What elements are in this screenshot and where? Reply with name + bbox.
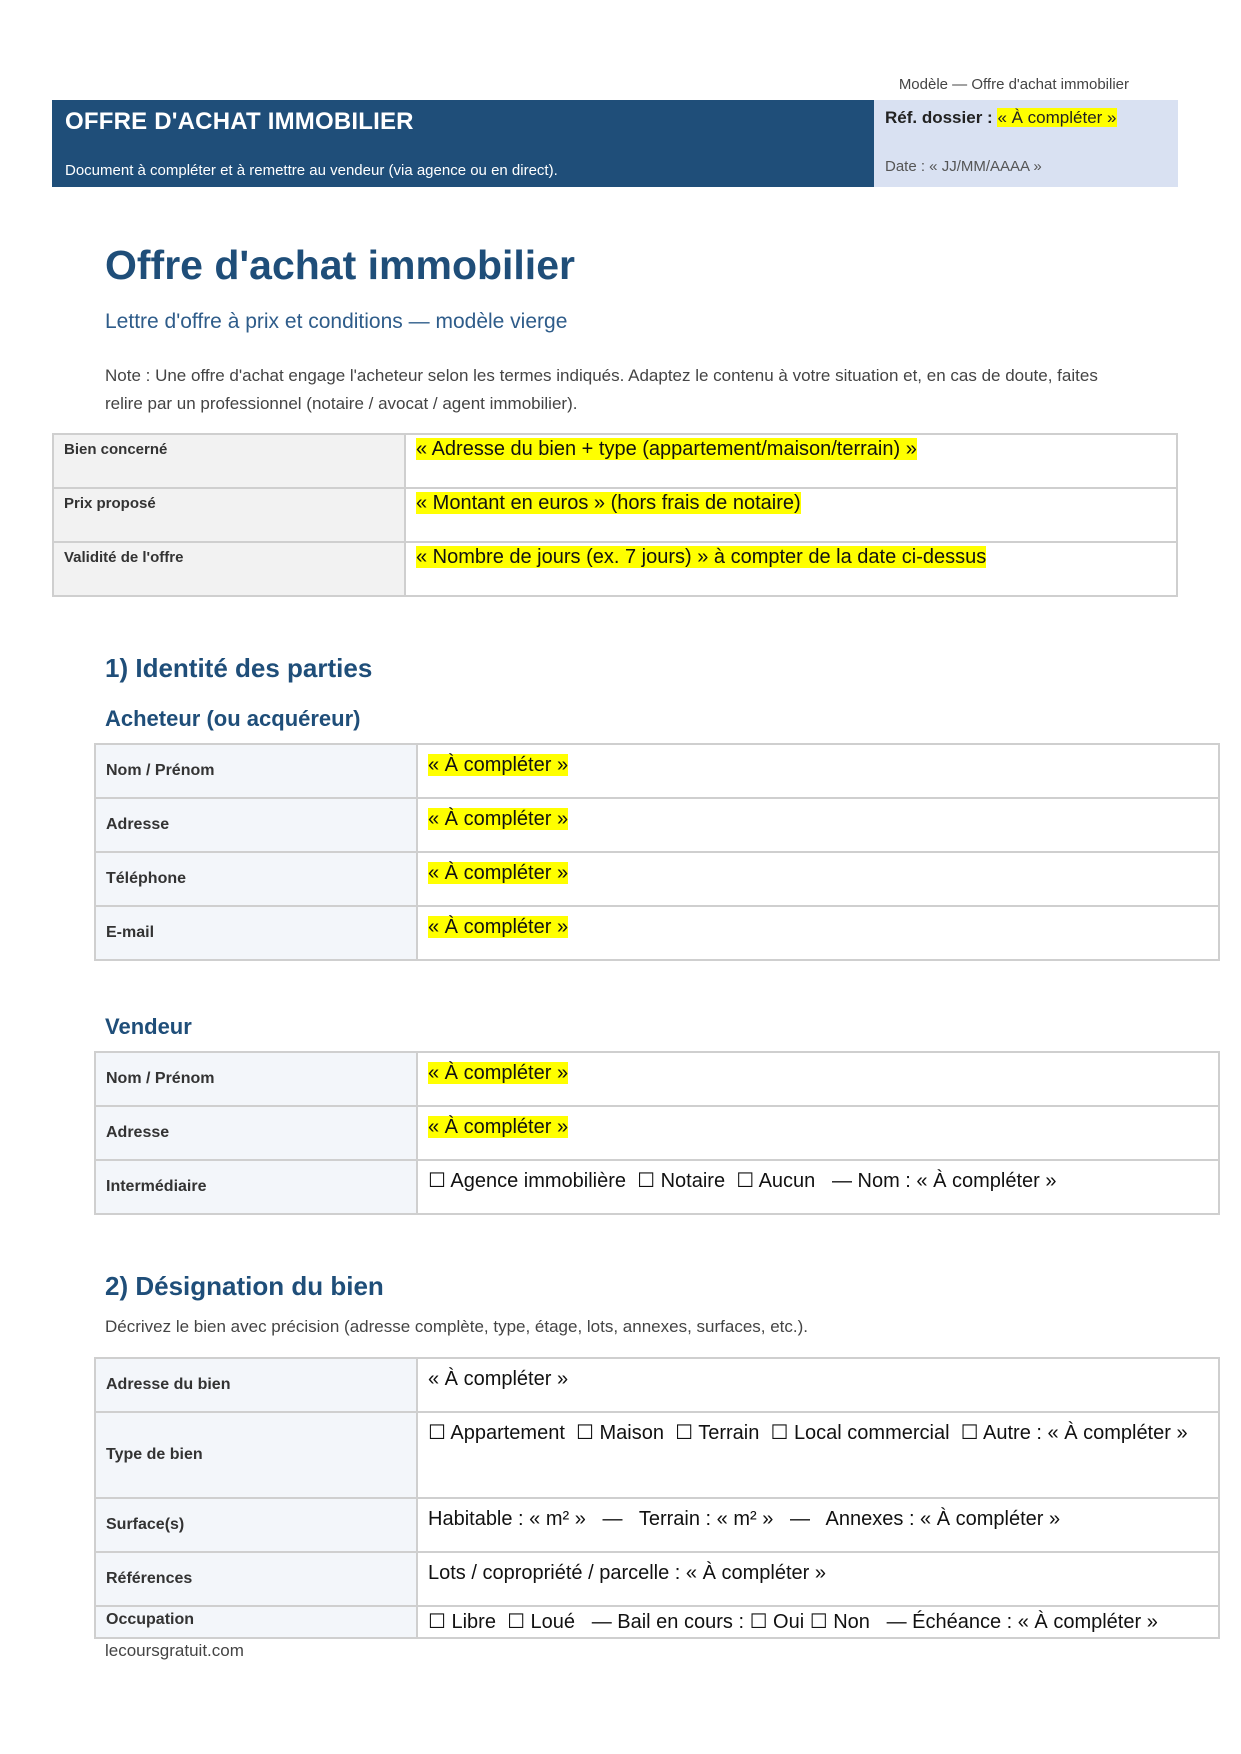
header-reference-block [874,100,1178,187]
table-row [95,1106,1219,1160]
property-label: Surface(s) [95,1498,417,1552]
table-row [95,1498,1219,1552]
buyer-name-field[interactable] [417,744,1219,798]
property-label: Occupation [95,1606,417,1638]
header-title-block [52,100,874,187]
summary-row-validity [53,542,1177,596]
page-title: Offre d'achat immobilier [105,242,575,288]
seller-address-field[interactable] [417,1106,1219,1160]
placeholder-value: « À compléter » [428,1116,569,1138]
buyer-address-field[interactable] [417,798,1219,852]
summary-value-cell[interactable] [405,542,1177,596]
buyer-email-field[interactable] [417,906,1219,960]
footer-source: lecoursgratuit.com [105,1641,244,1660]
section-1-heading: 1) Identité des parties [105,653,373,683]
summary-label: Bien concerné [53,434,405,488]
intermediary-options[interactable]: ☐ Agence immobilière ☐ Notaire ☐ Aucun — Nom : « À compléter » [417,1160,1219,1214]
seller-heading: Vendeur [105,1014,192,1039]
property-address-field[interactable]: « À compléter » [417,1358,1219,1412]
buyer-table [94,743,1220,961]
table-row [95,1552,1219,1606]
summary-row-property [53,434,1177,488]
table-row [95,852,1219,906]
placeholder-value: « À compléter » [428,808,569,830]
table-row [95,744,1219,798]
buyer-label: E-mail [95,906,417,960]
property-label: Type de bien [95,1412,417,1498]
summary-value-cell[interactable] [405,488,1177,542]
seller-label: Intermédiaire [95,1160,417,1214]
section-2-description: Décrivez le bien avec précision (adresse complète, type, étage, lots, annexes, surfaces, etc.). [105,1317,809,1336]
buyer-label: Adresse [95,798,417,852]
seller-label: Adresse [95,1106,417,1160]
document-model-note: Modèle — Offre d'achat immobilier [898,76,1129,93]
seller-table [94,1051,1220,1215]
summary-row-price [53,488,1177,542]
summary-value-cell[interactable] [405,434,1177,488]
placeholder-value: « À compléter » [428,1062,569,1084]
legal-note: Note : Une offre d'achat engage l'acheteur selon les termes indiqués. Adaptez le contenu à votre situation et, en cas de doute, faites relire par un professionnel (notaire / avocat / agent immobilier). [105,366,1098,413]
seller-name-field[interactable] [417,1052,1219,1106]
property-value[interactable]: « Adresse du bien + type (appartement/maison/terrain) » [416,438,917,460]
property-surfaces-field[interactable]: Habitable : « m² » — Terrain : « m² » — Annexes : « À compléter » [417,1498,1219,1552]
buyer-label: Nom / Prénom [95,744,417,798]
property-occupation-options[interactable]: ☐ Libre ☐ Loué — Bail en cours : ☐ Oui ☐ Non — Échéance : « À compléter » [417,1606,1219,1638]
placeholder-value: « À compléter » [428,916,569,938]
file-reference-label: Réf. dossier : [885,108,993,127]
table-row [95,1358,1219,1412]
summary-label: Validité de l'offre [53,542,405,596]
header-subtitle: Document à compléter et à remettre au vendeur (via agence ou en direct). [65,162,558,179]
price-value[interactable]: « Montant en euros » (hors frais de notaire) [416,492,801,514]
seller-label: Nom / Prénom [95,1052,417,1106]
table-row [95,906,1219,960]
table-row [95,1160,1219,1214]
property-references-field[interactable]: Lots / copropriété / parcelle : « À compléter » [417,1552,1219,1606]
file-reference [885,108,1117,128]
table-row [95,1412,1219,1498]
buyer-phone-field[interactable] [417,852,1219,906]
summary-table [52,433,1178,597]
summary-label: Prix proposé [53,488,405,542]
property-type-options[interactable]: ☐ Appartement ☐ Maison ☐ Terrain ☐ Local commercial ☐ Autre : « À compléter » [417,1412,1219,1498]
placeholder-value: « À compléter » [428,754,569,776]
validity-value[interactable]: « Nombre de jours (ex. 7 jours) » à compter de la date ci-dessus [416,546,987,568]
header-banner [52,100,1178,187]
property-label: Adresse du bien [95,1358,417,1412]
placeholder-value: « À compléter » [428,862,569,884]
table-row [95,1052,1219,1106]
offer-date[interactable]: Date : « JJ/MM/AAAA » [885,158,1042,175]
buyer-heading: Acheteur (ou acquéreur) [105,706,361,731]
page-subtitle: Lettre d'offre à prix et conditions — modèle vierge [105,310,568,333]
property-label: Références [95,1552,417,1606]
file-reference-value[interactable]: « À compléter » [997,108,1117,127]
table-row [95,798,1219,852]
property-table [94,1357,1220,1639]
section-2-heading: 2) Désignation du bien [105,1271,384,1301]
buyer-label: Téléphone [95,852,417,906]
header-title: OFFRE D'ACHAT IMMOBILIER [65,108,414,135]
table-row [95,1606,1219,1638]
